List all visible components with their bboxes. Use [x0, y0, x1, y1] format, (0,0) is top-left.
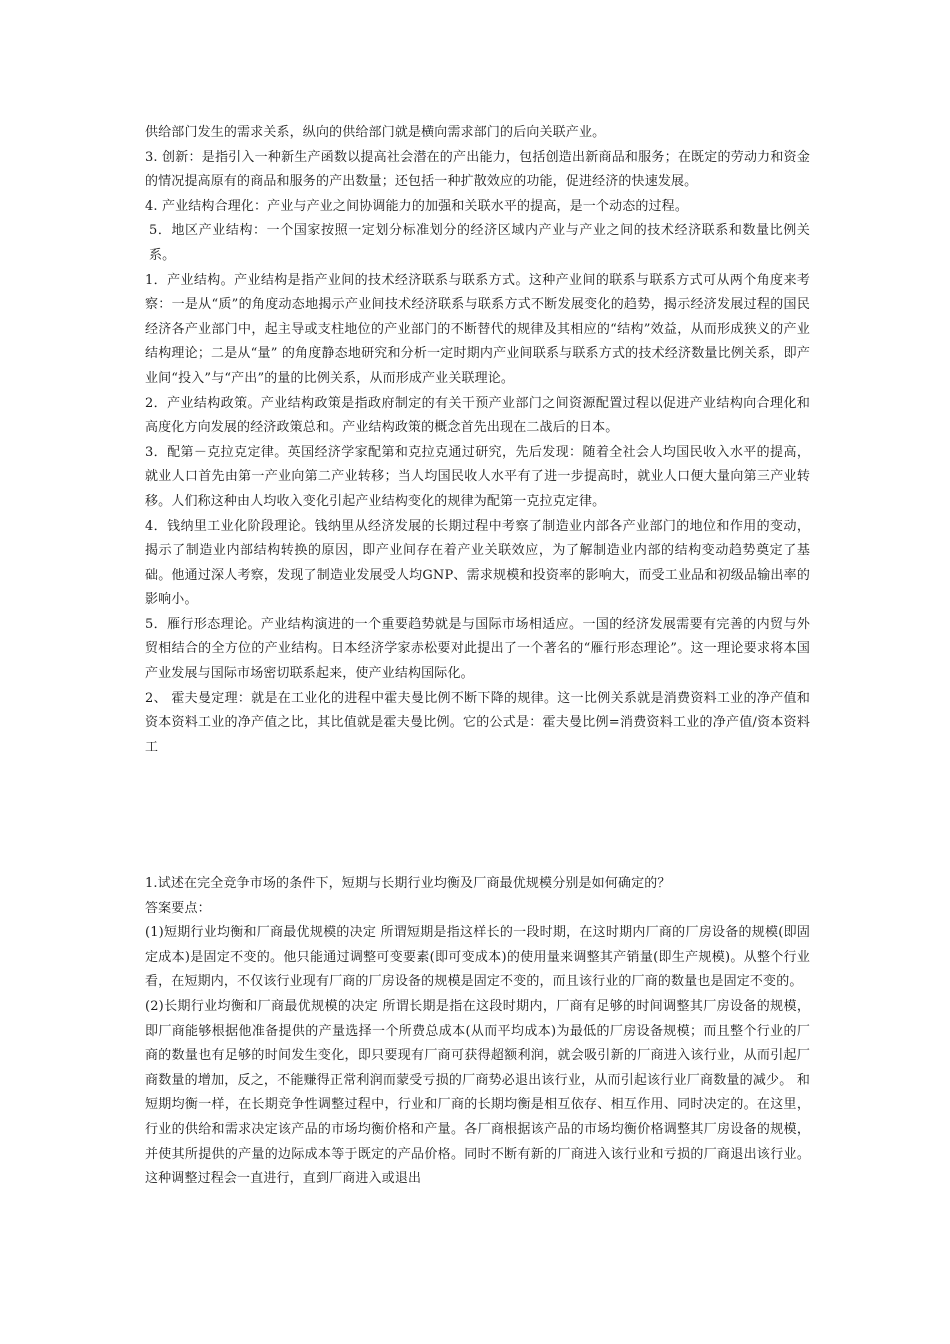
question-title: 1.试述在完全竞争市场的条件下，短期与长期行业均衡及厂商最优规模分别是如何确定的？	[145, 876, 671, 891]
answer-long-run: (2)长期行业均衡和厂商最优规模的决定 所谓长期是指在这段时期内，厂商有足够的时间调整其厂房设备的规模，即厂商能够根据他准备提供的产量选择一个所费总成本(从而平均成本)为最低的厂房设备规模；而且整个行业的厂商的数量也有足够的时间发生变化，即只要现有厂商可获得超额利润，就会吸引新的厂商进入该行业，从而引起厂商数量的增加，反之，不能赚得正常利润而蒙受亏损的厂商势必退出该行业，从而引起该行业厂商数量的减少。 和短期均衡一样，在长期竞争性调整过程中，行业和厂商的长期均衡是相互依存、相互作用、同时决定的。在这里，行业的供给和需求决定该产品的市场均衡价格和产量。各厂商根据该产品的市场均衡价格调整其厂房设备的规模，并使其所提供的产量的边际成本等于既定的产品价格。同时不断有新的厂商进入该行业和亏损的厂商退出该行业。这种调整过程会一直进行，直到厂商进入或退出	[145, 998, 810, 1187]
answer-heading: 答案要点：	[145, 900, 211, 916]
definitions-section	[145, 121, 810, 760]
paragraph-regional-structure: 5．地区产业结构：一个国家按照一定划分标准划分的经济区域内产业与产业之间的技术经济联系和数量比例关系。	[149, 223, 810, 263]
paragraph-chenery-theory: 4．钱纳里工业化阶段理论。钱纳里从经济发展的长期过程中考察了制造业内部各产业部门的地位和作用的变动，揭示了制造业内部结构转换的原因，即产业间存在着产业关联效应，为了解制造业内部的结构变动趋势奠定了基础。他通过深人考察，发现了制造业发展受人均GNP、需求规模和投资率的影响大，而受工业品和初级品输出率的影响小。	[145, 518, 810, 608]
paragraph-petty-clark-law: 3．配第－克拉克定律。英国经济学家配第和克拉克通过研究，先后发现：随着全社会人均国民收入水平的提高，就业人口首先由第一产业向第二产业转移；当人均国民收人水平有了进一步提高时，就业人口便大量向第三产业转移。人们称这种由人均收入变化引起产业结构变化的规律为配第一克拉克定律。	[145, 444, 810, 509]
answer-short-run: (1)短期行业均衡和厂商最优规模的决定 所谓短期是指这样长的一段时期，在这时期内厂商的厂房设备的规模(即固定成本)是固定不变的。他只能通过调整可变要素(即可变成本)的使用量来调整其产销量(即生产规模)。从整个行业看，在短期内，不仅该行业现有厂商的厂房设备的规模是固定不变的，而且该行业的厂商的数量也是固定不变的。	[145, 925, 810, 990]
paragraph-structure-rationalization: 4. 产业结构合理化：产业与产业之间协调能力的加强和关联水平的提高，是一个动态的过程。	[145, 198, 688, 214]
question-section	[145, 872, 810, 1192]
paragraph-innovation: 3. 创新：是指引入一种新生产函数以提高社会潜在的产出能力，包括创造出新商品和服务；在既定的劳动力和资金的情况提高原有的商品和服务的产出数量；还包括一种扩散效应的功能，促进经济的快速发展。	[145, 149, 810, 190]
paragraph-flying-geese-theory: 5．雁行形态理论。产业结构演进的一个重要趋势就是与国际市场相适应。一国的经济发展需要有完善的内贸与外贸相结合的全方位的产业结构。日本经济学家赤松要对此提出了一个著名的“雁行形态理论”。这一理论要求将本国产业发展与国际市场密切联系起来，使产业结构国际化。	[145, 616, 810, 682]
paragraph-supply-demand-continuation: 供给部门发生的需求关系，纵向的供给部门就是横向需求部门的后向关联产业。	[145, 125, 606, 140]
paragraph-hoffmann-theorem: 2、 霍夫曼定理：就是在工业化的进程中霍夫曼比例不断下降的规律。这一比例关系就是消费资料工业的净产值和资本资料工业的净产值之比，其比值就是霍夫曼比例。它的公式是：霍夫曼比例=消费资料工业的净产值/资本资料工	[145, 690, 810, 755]
paragraph-structure-policy: 2．产业结构政策。产业结构政策是指政府制定的有关干预产业部门之间资源配置过程以促进产业结构向合理化和高度化方向发展的经济政策总和。产业结构政策的概念首先出现在二战后的日本。	[145, 395, 810, 436]
paragraph-industrial-structure: 1．产业结构。产业结构是指产业间的技术经济联系与联系方式。这种产业间的联系与联系方式可从两个角度来考察：一是从“质”的角度动态地揭示产业间技术经济联系与联系方式不断发展变化的趋势，揭示经济发展过程的国民经济各产业部门中，起主导或支柱地位的产业部门的不断替代的规律及其相应的“结构”效益，从而形成狭义的产业结构理论；二是从“量” 的角度静态地研究和分析一定时期内产业间联系与联系方式的技术经济数量比例关系，即产业间“投入”与“产出”的量的比例关系，从而形成产业关联理论。	[145, 272, 810, 386]
